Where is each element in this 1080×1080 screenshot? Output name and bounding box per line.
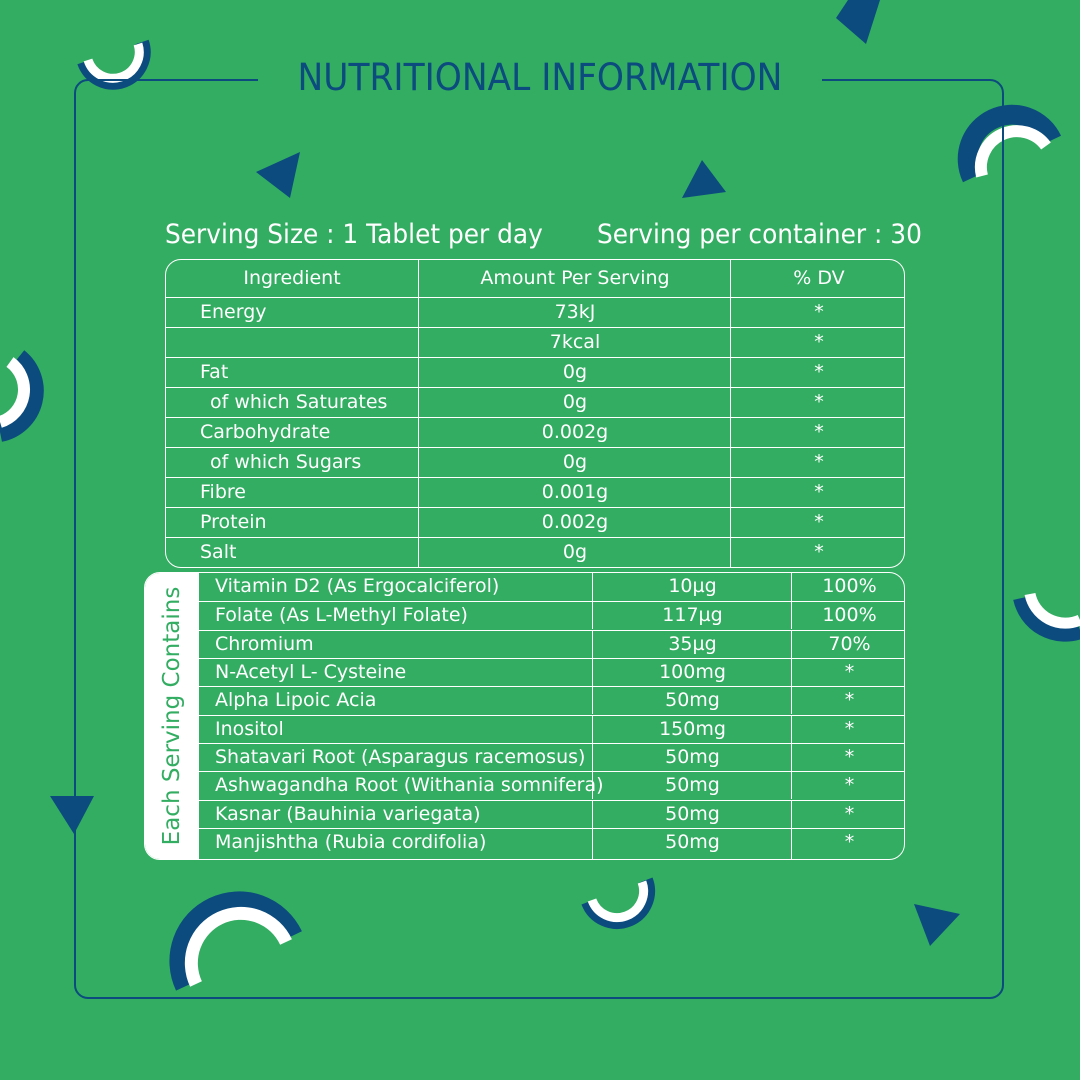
ingredient-amount: 7kcal (418, 328, 731, 357)
ingredient-name: Vitamin D2 (As Ergocalciferol) (215, 575, 500, 597)
table-row (199, 828, 905, 860)
table-row (166, 327, 904, 357)
ingredient-name: Energy (200, 301, 267, 323)
ingredient-dv: * (730, 448, 905, 477)
ingredient-amount: 50mg (592, 772, 792, 799)
title-block (258, 52, 822, 104)
ingredient-amount: 73kJ (418, 298, 731, 327)
ingredient-amount: 10µg (592, 573, 792, 601)
ingredient-amount: 50mg (592, 801, 792, 828)
ingredient-amount: 50mg (592, 744, 792, 771)
table-row (199, 715, 905, 743)
table-row (199, 743, 905, 771)
ingredient-dv: * (730, 508, 905, 537)
table-row (199, 573, 905, 601)
ingredient-dv: * (791, 687, 905, 714)
each-serving-table (144, 572, 905, 860)
arc-shape-top-left (84, 42, 144, 83)
table-row (166, 537, 904, 567)
ingredient-name: Salt (200, 541, 237, 563)
table-header-row (166, 260, 904, 297)
table-row (166, 357, 904, 387)
side-label-band (145, 573, 199, 859)
ingredient-name: N-Acetyl L- Cysteine (215, 661, 407, 683)
column-header-ingredient: Ingredient (243, 267, 341, 289)
ingredient-name: Kasnar (Bauhinia variegata) (215, 803, 481, 825)
ingredient-name: Inositol (215, 718, 284, 740)
ingredient-amount: 0g (418, 538, 731, 567)
ingredient-dv: * (791, 772, 905, 799)
arc-shape-right-middle (1022, 594, 1080, 633)
ingredient-dv: * (791, 716, 905, 743)
table-row (199, 771, 905, 799)
ingredient-dv: * (730, 538, 905, 567)
ingredient-amount: 100mg (592, 659, 792, 686)
table-row (199, 658, 905, 686)
table-row (166, 387, 904, 417)
ingredient-name: Fat (200, 361, 229, 383)
ingredient-dv: * (730, 418, 905, 447)
ingredient-name: of which Sugars (210, 451, 362, 473)
ingredient-name: Fibre (200, 481, 246, 503)
ingredient-name (200, 328, 418, 357)
ingredient-amount: 0.002g (418, 418, 731, 447)
ingredient-name: Manjishtha (Rubia cordifolia) (215, 831, 487, 853)
ingredient-dv: * (730, 388, 905, 417)
ingredient-amount: 117µg (592, 602, 792, 629)
table-row (166, 417, 904, 447)
ingredient-dv: 100% (791, 602, 905, 629)
ingredient-amount: 0g (418, 358, 731, 387)
page-title: NUTRITIONAL INFORMATION (297, 56, 783, 99)
ingredient-dv: * (791, 801, 905, 828)
ingredient-name: of which Saturates (210, 391, 388, 413)
ingredient-dv: * (730, 328, 905, 357)
table-row (166, 447, 904, 477)
serving-size-text: Serving Size : 1 Tablet per day (165, 219, 543, 250)
table-row (199, 601, 905, 629)
ingredient-amount: 50mg (592, 829, 792, 860)
column-header-dv: % DV (730, 260, 905, 297)
table-row (166, 477, 904, 507)
ingredient-amount: 50mg (592, 687, 792, 714)
ingredient-dv: * (791, 744, 905, 771)
ingredient-dv: 100% (791, 573, 905, 601)
ingredient-name: Folate (As L-Methyl Folate) (215, 604, 468, 626)
ingredient-amount: 0g (418, 388, 731, 417)
column-header-amount: Amount Per Serving (418, 260, 731, 297)
arc-shape-left-middle (0, 358, 34, 432)
ingredient-name: Shatavari Root (Asparagus racemosus) (215, 746, 586, 768)
ingredient-dv: * (730, 298, 905, 327)
table-row (166, 297, 904, 327)
table-row (199, 686, 905, 714)
ingredient-amount: 0.002g (418, 508, 731, 537)
ingredient-name: Ashwagandha Root (Withania somnifera) (215, 774, 604, 796)
ingredient-amount: 35µg (592, 631, 792, 658)
ingredient-name: Chromium (215, 633, 314, 655)
table-row (199, 630, 905, 658)
ingredient-dv: * (791, 829, 905, 860)
ingredient-name: Alpha Lipoic Acia (215, 689, 377, 711)
ingredient-amount: 0g (418, 448, 731, 477)
ingredient-amount: 0.001g (418, 478, 731, 507)
ingredient-name: Carbohydrate (200, 421, 331, 443)
each-serving-label: Each Serving Contains (159, 586, 185, 846)
table-row (166, 507, 904, 537)
ingredient-dv: 70% (791, 631, 905, 658)
nutrition-table (165, 259, 905, 568)
ingredient-dv: * (791, 659, 905, 686)
triangle-shape-top-right (836, 0, 880, 44)
ingredient-name: Protein (200, 511, 267, 533)
ingredient-dv: * (730, 478, 905, 507)
ingredient-dv: * (730, 358, 905, 387)
ingredient-amount: 150mg (592, 716, 792, 743)
serving-per-container-text: Serving per container : 30 (597, 219, 922, 250)
table-row (199, 800, 905, 828)
